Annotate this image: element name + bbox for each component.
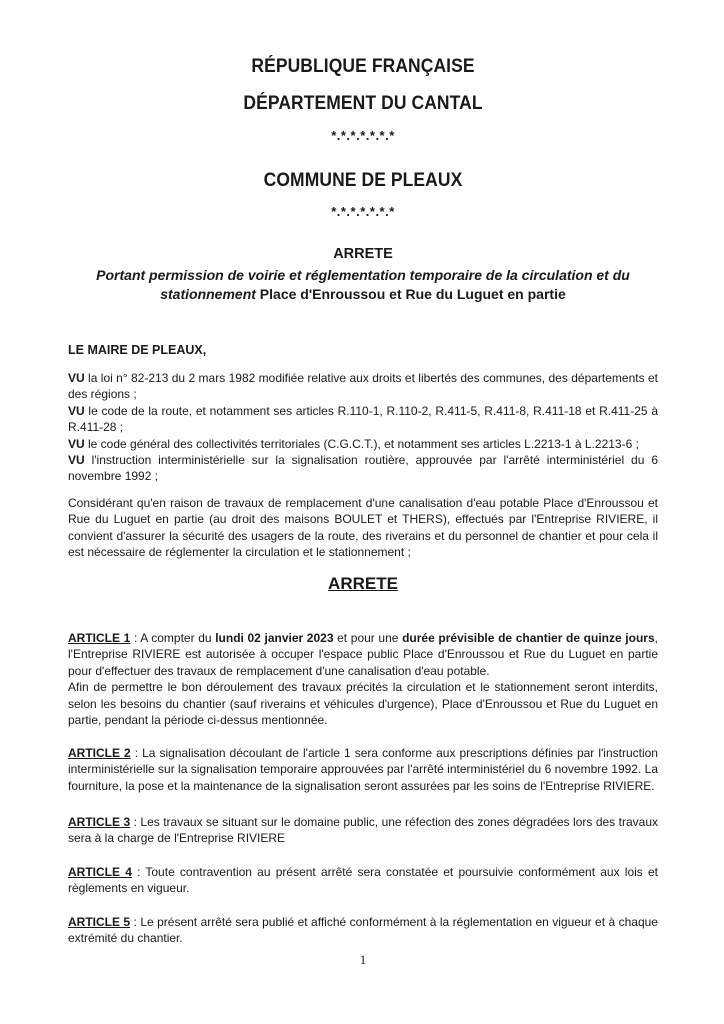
article-1-label: ARTICLE 1 (68, 631, 131, 645)
visa-3-vu: VU (68, 436, 85, 451)
subtitle-italic: Portant permission de voirie et réglementation temporaire de la circulation et du stationnement (96, 267, 630, 302)
department-heading: DÉPARTEMENT DU CANTAL (243, 93, 483, 114)
article-1-text-c: , l'Entreprise RIVIERE est autorisée à occuper l'espace public Place d'Enroussou et Rue du Luguet en partie pour d'effectuer des travaux de remplacement d'une canalisation d'eau potable. (68, 631, 658, 678)
article-3 (68, 814, 658, 847)
maire-heading: LE MAIRE DE PLEAUX, (68, 343, 207, 357)
separator-2: *.*.*.*.*.*.* (331, 204, 395, 219)
visa-3 (68, 436, 658, 452)
visa-4-text: l'instruction interministérielle sur la signalisation routière, approuvée par l'arrêté interministériel du 6 novembre 1992 ; (68, 453, 658, 484)
article-4-label: ARTICLE 4 (68, 865, 132, 879)
considerant-paragraph: Considérant qu'en raison de travaux de remplacement d'une canalisation d'eau potable Place d'Enroussou et Rue du Luguet en partie (au droit des maisons BOULET et THERS), effectués par l'Entreprise RIVIERE, il convient d'assurer la sécurité des usagers de la route, des riverains et du personnel de chantier et pour cela il est nécessaire de réglementer la circulation et le stationnement ; (68, 496, 658, 560)
article-1-text-b: et pour une (333, 631, 403, 645)
visas-block (68, 370, 658, 485)
article-1-date: lundi 02 janvier 2023 (215, 631, 334, 645)
article-1-second-paragraph: Afin de permettre le bon déroulement des travaux précités la circulation et le stationnement seront interdits, selon les besoins du chantier (sauf riverains et véhicules d'urgence), Place d'Enroussou et Rue du Luguet en partie, pendant la période ci-dessus mentionnée. (68, 680, 658, 728)
article-1 (68, 630, 658, 728)
article-2 (68, 745, 658, 794)
article-1-text-a: : A compter du (130, 631, 216, 645)
article-4-text: : Toute contravention au présent arrêté sera constatée et poursuivie conformément aux lois et règlements en vigueur. (68, 865, 658, 896)
document-page (68, 0, 658, 1024)
article-3-text: : Les travaux se situant sur le domaine public, une réfection des zones dégradées lors des travaux sera à la charge de l'Entreprise RIVIERE (68, 815, 658, 846)
visa-2 (68, 403, 658, 436)
visa-1 (68, 370, 658, 403)
article-5 (68, 914, 658, 947)
visa-2-text: le code de la route, et notamment ses articles R.110-1, R.110-2, R.411-5, R.411-8, R.411-18 et R.411-25 à R.411-28 ; (68, 403, 658, 435)
article-3-label: ARTICLE 3 (68, 815, 131, 829)
subtitle-rest: Place d'Enroussou et Rue du Luguet en partie (255, 286, 566, 302)
visa-1-vu: VU (68, 371, 85, 385)
arrete-heading: ARRETE (328, 574, 398, 593)
visa-3-text: le code général des collectivités territoriales (C.G.C.T.), et notamment ses articles L.2213-1 à L.2213-6 ; (84, 436, 639, 451)
article-4 (68, 864, 658, 897)
article-1-duration: durée prévisible de chantier de quinze jours (402, 631, 655, 645)
separator-1: *.*.*.*.*.*.* (331, 128, 395, 143)
page-number: 1 (359, 952, 367, 967)
arrete-subtitle (68, 266, 658, 304)
visa-4 (68, 452, 658, 485)
visa-4-vu: VU (68, 453, 85, 468)
visa-2-vu: VU (68, 403, 85, 418)
article-2-text: : La signalisation découlant de l'article 1 sera conforme aux prescriptions définies par l'instruction interministérielle sur la signalisation temporaire approuvées par l'arrêté interministériel du 6 novembre 1992. La fourniture, la pose et la maintenance de la signalisation seront assurées par les soins de l'Entreprise RIVIERE. (68, 746, 658, 793)
visa-1-text: la loi n° 82-213 du 2 mars 1982 modifiée relative aux droits et libertés des communes, des départements et des régions ; (68, 371, 658, 402)
article-5-text: : Le présent arrêté sera publié et affiché conformément à la réglementation en vigueur et à chaque extrémité du chantier. (68, 915, 658, 946)
commune-heading: COMMUNE DE PLEAUX (263, 170, 463, 191)
article-5-label: ARTICLE 5 (68, 915, 131, 929)
article-2-label: ARTICLE 2 (68, 746, 131, 760)
arrete-title: ARRETE (333, 246, 393, 262)
republic-heading: RÉPUBLIQUE FRANÇAISE (251, 56, 475, 77)
